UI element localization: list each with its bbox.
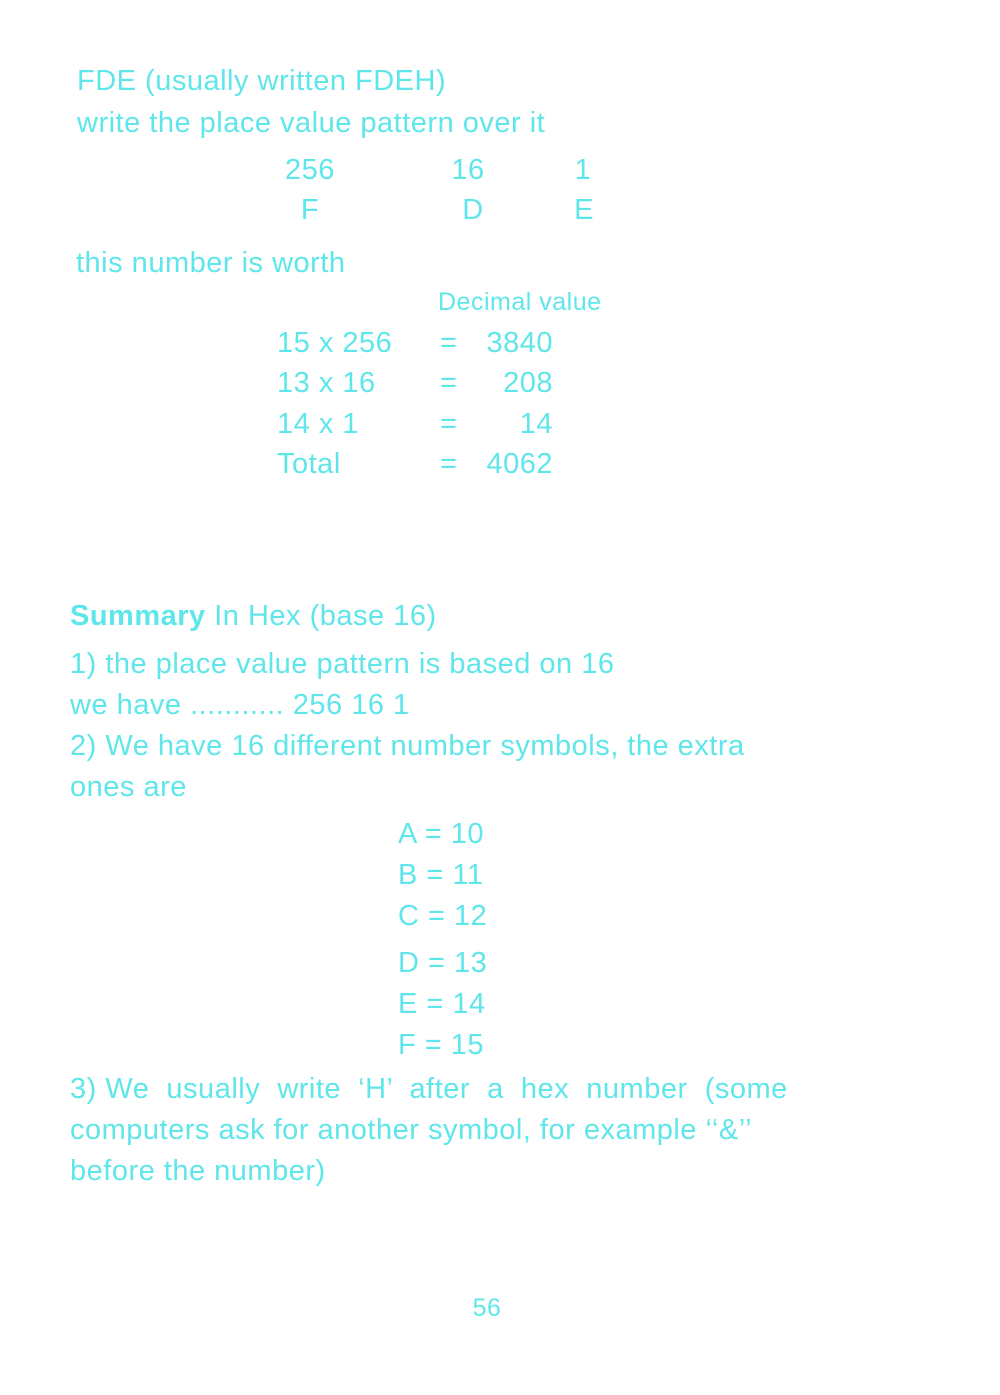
symbol-a: A = 10 bbox=[398, 818, 485, 850]
worth-total-label: Total bbox=[277, 448, 341, 480]
place-value-16: 16 bbox=[451, 154, 485, 186]
place-value-1: 1 bbox=[574, 154, 592, 186]
hex-digit-e: E bbox=[574, 194, 594, 226]
summary-point-3-line-2: computers ask for another symbol, for example ‘‘&’’ bbox=[70, 1114, 753, 1146]
summary-heading: Summary bbox=[70, 600, 206, 632]
symbol-c: C = 12 bbox=[398, 900, 488, 932]
place-value-256: 256 bbox=[285, 154, 335, 186]
summary-point-2-line-1: 2) We have 16 different number symbols, the extra bbox=[70, 730, 745, 762]
summary-point-2-line-2: ones are bbox=[70, 771, 187, 803]
hex-digit-f: F bbox=[300, 194, 320, 226]
worth-row-2-expr: 13 x 16 bbox=[277, 367, 376, 399]
worth-total-eq: = bbox=[440, 448, 458, 480]
worth-row-2-value: 208 bbox=[503, 367, 553, 399]
summary-point-1-line-2: we have ........... 256 16 1 bbox=[70, 689, 410, 721]
symbol-b: B = 11 bbox=[398, 859, 484, 891]
worth-total-value: 4062 bbox=[486, 448, 553, 480]
symbol-d: D = 13 bbox=[398, 947, 488, 979]
symbol-e: E = 14 bbox=[398, 988, 486, 1020]
worth-label: this number is worth bbox=[76, 247, 346, 279]
intro-line-2: write the place value pattern over it bbox=[77, 107, 546, 139]
summary-heading-line bbox=[70, 602, 437, 631]
worth-row-1-eq: = bbox=[440, 327, 458, 359]
worth-row-3-expr: 14 x 1 bbox=[277, 408, 359, 440]
hex-digit-d: D bbox=[462, 194, 484, 226]
worth-row-2-eq: = bbox=[440, 367, 458, 399]
summary-point-3-line-1: 3) We usually write ‘H’ after a hex number (some bbox=[70, 1073, 788, 1105]
intro-line-1: FDE (usually written FDEH) bbox=[77, 65, 447, 97]
worth-row-1-expr: 15 x 256 bbox=[277, 327, 393, 359]
worth-row-1-value: 3840 bbox=[486, 327, 553, 359]
worth-row-3-value: 14 bbox=[519, 408, 553, 440]
summary-heading-rest: In Hex (base 16) bbox=[214, 600, 437, 632]
summary-point-1-line-1: 1) the place value pattern is based on 16 bbox=[70, 648, 615, 680]
worth-row-3-eq: = bbox=[440, 408, 458, 440]
symbol-f: F = 15 bbox=[398, 1029, 485, 1061]
page-number: 56 bbox=[472, 1294, 502, 1322]
decimal-value-header: Decimal value bbox=[438, 288, 602, 316]
summary-point-3-line-3: before the number) bbox=[70, 1155, 326, 1187]
